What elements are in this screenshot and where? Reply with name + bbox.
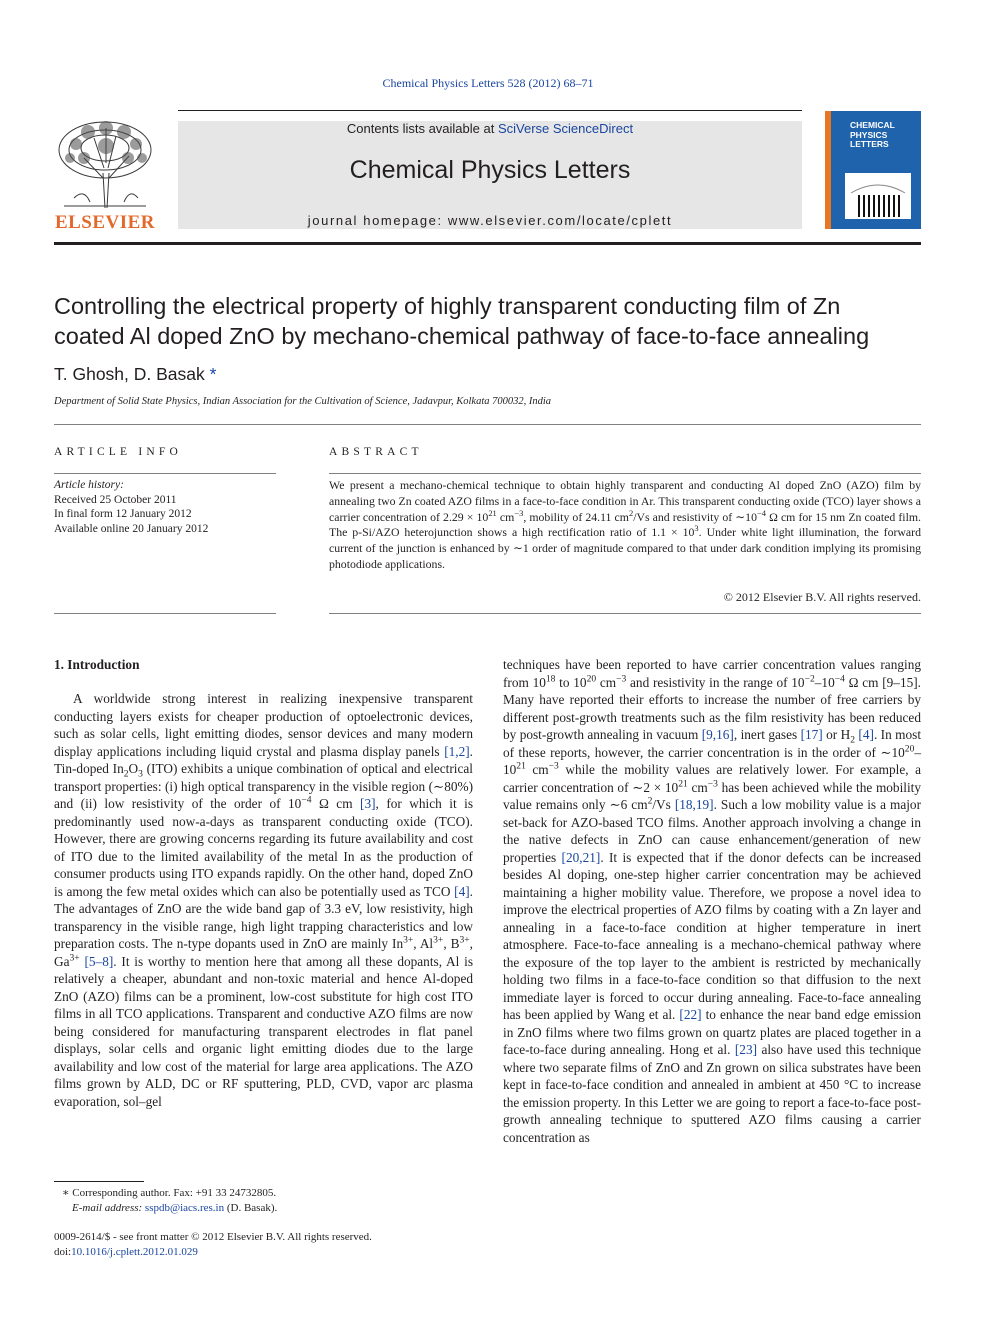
- homepage-prefix: journal homepage:: [307, 213, 448, 228]
- footnote: [54, 1186, 277, 1216]
- journal-title: Chemical Physics Letters: [349, 156, 631, 184]
- cover-title-line: PHYSICS: [850, 129, 888, 140]
- journal-cover-image: [825, 111, 921, 229]
- body-column-left: [54, 690, 473, 1110]
- email-link[interactable]: sspdb@iacs.res.in: [144, 1202, 225, 1214]
- citation-link[interactable]: [5–8]: [84, 953, 114, 969]
- homepage-link[interactable]: www.elsevier.com/locate/cplett: [447, 213, 673, 228]
- abstract-heading: ABSTRACT: [329, 446, 423, 458]
- doi-line: [54, 1245, 372, 1260]
- citation-link[interactable]: [3]: [360, 796, 376, 811]
- footnote-corresponding-text: Corresponding author. Fax: +91 33 24732805.: [72, 1187, 277, 1199]
- section-heading-introduction: 1. Introduction: [54, 657, 140, 672]
- header-thick-rule: [54, 242, 921, 245]
- author-names: T. Ghosh, D. Basak: [54, 364, 210, 384]
- citation-link[interactable]: [4]: [858, 727, 874, 742]
- doi-link[interactable]: 10.1016/j.cplett.2012.01.029: [71, 1245, 198, 1258]
- article-info-bottom-rule: [54, 613, 276, 614]
- footnote-rule: [54, 1181, 144, 1182]
- sciencedirect-link[interactable]: SciVerse ScienceDirect: [497, 121, 634, 136]
- elsevier-logo: [54, 118, 156, 234]
- cover-strip: [825, 111, 831, 229]
- history-online: Available online 20 January 2012: [54, 522, 209, 535]
- citation-link[interactable]: [17]: [800, 727, 823, 742]
- cover-title-line: LETTERS: [850, 139, 889, 149]
- authors: [54, 364, 216, 385]
- journal-homepage: [178, 213, 802, 228]
- abstract-text: We present a mechano-chemical technique to obtain highly transparent and conducting Al doped ZnO (AZO) film by annealing two Zn coated AZO films in a face-to-face condition in Ar. This transparent conducting oxide (TCO) layer shows a carrier concentration of $2.29 \times 10^{21}$ $cm^{-3}$, mobility of 24.11 $cm^2/Vs$ and resistivity of $\sim 10^{-4}$ Ω cm for 15 nm Zn coated film. The p-Si/AZO heterojunction shows a high rectification ratio of $1.1 \times 10^3$. Under white light illumination, the forward current of the junction is enhanced by ∼1 order of magnitude compared to that under dark condition implying its promising photodiode applications.: [329, 478, 921, 571]
- citation-link[interactable]: [20,21]: [561, 849, 601, 865]
- email-label: E-mail address:: [72, 1202, 145, 1214]
- history-label: Article history:: [54, 479, 124, 491]
- page-footer: [54, 1230, 372, 1259]
- issn-line: 0009-2614/$ - see front matter © 2012 Elsevier B.V. All rights reserved.: [54, 1231, 372, 1243]
- footnote-mark: ∗: [62, 1187, 73, 1199]
- citation-link[interactable]: [1,2]: [444, 743, 470, 759]
- footnote-email: [54, 1201, 277, 1216]
- header-rule: [178, 110, 802, 111]
- citation-link[interactable]: [18,19]: [674, 797, 714, 812]
- footnote-corresponding: [54, 1186, 277, 1201]
- history-final-form: In final form 12 January 2012: [54, 508, 192, 521]
- citation-link[interactable]: [9,16]: [701, 727, 734, 742]
- cover-title-line: CHEMICAL: [850, 120, 895, 130]
- citation-link[interactable]: [23]: [734, 1042, 758, 1057]
- article-history: [54, 478, 208, 536]
- citation-link[interactable]: [4]: [454, 883, 470, 899]
- doi-prefix: doi:: [54, 1245, 72, 1258]
- abstract-bottom-rule: [329, 613, 921, 614]
- article-title-line: Controlling the electrical property of highly transparent conducting film of Zn: [54, 293, 841, 319]
- abstract-copyright: © 2012 Elsevier B.V. All rights reserved.: [723, 590, 921, 604]
- body-paragraph: A worldwide strong interest in realizing inexpensive transparent conducting layers exists for cheaper production of optoelectronic devices, such as solar cells, light emitting diodes, sensor devices and many modern display applications including liquid crystal and plasma display panels [1,2]. Tin-doped $In_2O_3$ (ITO) exhibits a unique combination of optical and electrical transport properties: (i) high optical transparency in the visible region (∼80%) and (ii) low resistivity of the order of $10^{-4}$ Ω cm [3], for which it is predominantly used now-a-days as transparent conducting oxide (TCO). However, there are growing concerns regarding its future availability and cost of ITO due to the limited availability of the metal In as the production of consumer products using ITO expands rapidly. On the other hand, doped ZnO is among the few metal oxides which can also be potentially used as TCO [4]. The advantages of ZnO are the wide band gap of 3.3 eV, low resistivity, high transparency in the visible range, high light trapping characteristics and low preparation costs. The n-type dopants used in ZnO are mainly $In^{3+}$, $Al^{3+}$, $B^{3+}$, $Ga^{3+}$ [5–8]. It is worthy to mention here that among all these dopants, Al is relatively a cheaper, abundant and non-toxic material and hence Al-doped ZnO (AZO) films can be a prominent, low-cost substitute for high cost ITO films in all TCO applications. Transparent and conductive AZO films are now being considered for manufacturing transparent electrodes in flat panel displays, solar cells and organic light emitting diodes due to the large availability and low cost of the material for large area applications. The AZO films grown by ALD, DC or RF sputtering, PLD, CVD, vapor arc plasma evaporation, sol–gel: [54, 691, 473, 1109]
- article-info-rule: [54, 473, 276, 474]
- body-paragraph: techniques have been reported to have carrier concentration values ranging from $10^{18}$ to $10^{20}$ $cm^{-3}$ and resistivity in the range of $10^{-2}-10^{-4}$ Ω cm [9–15]. Many have reported their efforts to increase the number of free carriers by different post-growth treatments such as the film resistivity has been reduced by post-growth annealing in vacuum [9,16], inert gases [17] or $H_2$ [4]. In most of these reports, however, the carrier concentration is in the order of $\sim 10^{20}-10^{21}$ $cm^{-3}$ while the mobility values are relatively lower. For example, a carrier concentration of ∼2 × $10^{21}$ $cm^{-3}$ has been achieved while the mobility value remains only ∼6 $cm^2/Vs$ [18,19]. Such a low mobility value is a major set-back for AZO-based TCO films. Another approach involving a change in the native defects in ZnO can cause enhancement/generation of new properties [20,21]. It is expected that if the donor defects can be increased besides Al doping, one-step higher carrier concentration may be achieved maintaining a higher mobility value. Therefore, we propose a novel idea to improve the electrical properties of AZO films by coating with a Zn layer and annealing in a face-to-face condition at higher temperature in inert atmosphere. Face-to-face annealing is a mechano-chemical pathway where the exposure of the top layer to the ambient is restricted by mechanically holding two films in a face-to-face condition so that diffusion to the next immediate layer is forced to occur during annealing. Face-to-face annealing has been applied by Wang et al. [22] to enhance the near band edge emission in ZnO films where two films grown on quartz plates are placed together in a face-to-face during annealing. Hong et al. [23] also have used this technique where two separate films of ZnO and Zn grown on silica substrates have been kept in face-to-face condition and annealed in ambient at 450 °C to increase the emission property. In this Letter we are going to report a face-to-face post-growth annealing technique to sputtered AZO films causing a carrier concentration as: [503, 657, 922, 1145]
- cover-title: [850, 121, 895, 150]
- publisher-logo-text: ELSEVIER: [54, 212, 156, 233]
- cover-illustration: [845, 173, 911, 219]
- article-title: [54, 292, 934, 351]
- elsevier-tree-icon: [54, 118, 156, 210]
- article-info-heading: ARTICLE INFO: [54, 446, 182, 458]
- affiliation: Department of Solid State Physics, Indian Association for the Cultivation of Science, Jadavpur, Kolkata 700032, India: [54, 396, 552, 407]
- cover-graph-icon: [845, 173, 911, 219]
- corresponding-author-mark[interactable]: *: [209, 364, 217, 384]
- abstract-rule: [329, 473, 921, 474]
- email-suffix: (D. Basak).: [224, 1202, 278, 1214]
- journal-reference[interactable]: Chemical Physics Letters 528 (2012) 68–71: [382, 76, 594, 90]
- article-title-line: coated Al doped ZnO by mechano-chemical pathway of face-to-face annealing: [54, 322, 870, 349]
- contents-line: [178, 121, 802, 136]
- body-column-right: [503, 656, 921, 1146]
- title-rule: [54, 424, 921, 425]
- citation-link[interactable]: [22]: [679, 1007, 702, 1022]
- history-received: Received 25 October 2011: [54, 493, 177, 506]
- contents-prefix: Contents lists available at: [346, 121, 498, 136]
